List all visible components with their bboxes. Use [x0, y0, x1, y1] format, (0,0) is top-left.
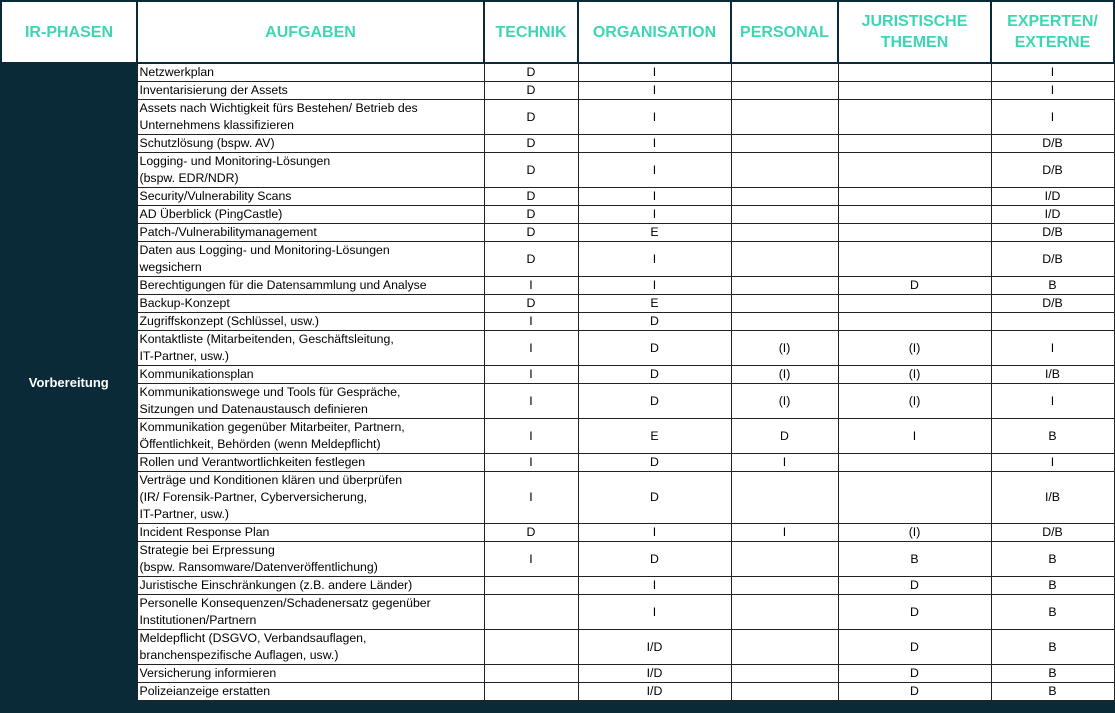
personal-cell: [731, 100, 838, 135]
task-cell: [137, 63, 484, 82]
task-text: (bspw. EDR/NDR): [139, 171, 239, 185]
personal-cell: [731, 472, 838, 524]
experten-cell: B: [991, 577, 1114, 595]
experten-cell: D/B: [991, 242, 1114, 277]
task-cell: [137, 153, 484, 188]
table-row: [1, 577, 1114, 595]
table-row: [1, 188, 1114, 206]
juristisch-cell: (I): [838, 366, 991, 384]
table-row: [1, 524, 1114, 542]
table-row: [1, 454, 1114, 472]
task-text: Netzwerkplan: [139, 65, 214, 79]
technik-cell: I: [484, 384, 578, 419]
organisation-cell: I: [578, 63, 731, 82]
task-text: Zugriffskonzept (Schlüssel, usw.): [139, 314, 320, 328]
experten-cell: I: [991, 82, 1114, 100]
personal-cell: [731, 542, 838, 577]
technik-cell: D: [484, 82, 578, 100]
matrix-body: [1, 63, 1114, 701]
technik-cell: I: [484, 277, 578, 295]
juristisch-cell: [838, 100, 991, 135]
personal-cell: [731, 277, 838, 295]
personal-cell: [731, 63, 838, 82]
task-cell: [137, 683, 484, 701]
juristisch-cell: [838, 188, 991, 206]
task-cell: [137, 331, 484, 366]
technik-cell: D: [484, 206, 578, 224]
juristisch-cell: [838, 135, 991, 153]
table-row: [1, 295, 1114, 313]
experten-cell: B: [991, 683, 1114, 701]
organisation-cell: E: [578, 295, 731, 313]
table-row: [1, 206, 1114, 224]
juristisch-cell: [838, 472, 991, 524]
task-text: Versicherung informieren: [139, 666, 277, 680]
juristisch-cell: D: [838, 277, 991, 295]
personal-cell: [731, 313, 838, 331]
experten-cell: B: [991, 542, 1114, 577]
header-row: [1, 1, 1114, 63]
personal-cell: [731, 630, 838, 665]
task-text: Öffentlichkeit, Behörden (wenn Meldepflicht): [139, 437, 381, 451]
task-text: Daten aus Logging- und Monitoring-Lösungen: [139, 243, 390, 257]
personal-cell: [731, 188, 838, 206]
organisation-cell: I: [578, 206, 731, 224]
juristisch-cell: D: [838, 683, 991, 701]
organisation-cell: I: [578, 277, 731, 295]
technik-cell: [484, 683, 578, 701]
task-text: Assets nach Wichtigkeit fürs Bestehen/ Betrieb des: [139, 101, 418, 115]
juristisch-cell: [838, 454, 991, 472]
task-text: IT-Partner, usw.): [139, 507, 230, 521]
personal-cell: [731, 153, 838, 188]
header-aufgaben: AUFGABEN: [137, 1, 484, 63]
task-text: IT-Partner, usw.): [139, 349, 230, 363]
task-text: Unternehmens klassifizieren: [139, 118, 294, 132]
header-ir-phasen: IR-PHASEN: [1, 1, 137, 63]
table-row: [1, 277, 1114, 295]
juristisch-cell: [838, 63, 991, 82]
table-row: [1, 595, 1114, 630]
experten-cell: I/D: [991, 188, 1114, 206]
personal-cell: [731, 683, 838, 701]
table-row: [1, 366, 1114, 384]
header-experten-externe: [991, 1, 1114, 63]
task-cell: [137, 188, 484, 206]
personal-cell: [731, 206, 838, 224]
experten-cell: B: [991, 665, 1114, 683]
organisation-cell: I: [578, 153, 731, 188]
juristisch-cell: D: [838, 577, 991, 595]
experten-cell: D/B: [991, 153, 1114, 188]
task-text: Berechtigungen für die Datensammlung und Analyse: [139, 278, 427, 292]
table-row: [1, 100, 1114, 135]
technik-cell: [484, 665, 578, 683]
table-row: [1, 63, 1114, 82]
technik-cell: D: [484, 63, 578, 82]
task-cell: [137, 454, 484, 472]
task-text: Strategie bei Erpressung: [139, 543, 275, 557]
organisation-cell: E: [578, 224, 731, 242]
table-row: [1, 630, 1114, 665]
table-row: [1, 665, 1114, 683]
task-text: Polizeianzeige erstatten: [139, 684, 271, 698]
task-text: Institutionen/Partnern: [139, 613, 257, 627]
task-cell: [137, 135, 484, 153]
organisation-cell: D: [578, 331, 731, 366]
table-row: [1, 153, 1114, 188]
table-row: [1, 419, 1114, 454]
task-cell: [137, 313, 484, 331]
organisation-cell: D: [578, 472, 731, 524]
juristisch-cell: [838, 82, 991, 100]
organisation-cell: E: [578, 419, 731, 454]
task-text: Security/Vulnerability Scans: [139, 189, 292, 203]
juristisch-cell: (I): [838, 331, 991, 366]
task-cell: [137, 295, 484, 313]
juristisch-cell: [838, 224, 991, 242]
organisation-cell: I/D: [578, 630, 731, 665]
task-text: (IR/ Forensik-Partner, Cyberversicherung,: [139, 490, 368, 504]
technik-cell: D: [484, 224, 578, 242]
experten-cell: B: [991, 630, 1114, 665]
experten-cell: D/B: [991, 135, 1114, 153]
organisation-cell: I/D: [578, 665, 731, 683]
juristisch-cell: [838, 153, 991, 188]
juristisch-cell: D: [838, 595, 991, 630]
task-cell: [137, 419, 484, 454]
technik-cell: D: [484, 524, 578, 542]
table-row: [1, 313, 1114, 331]
organisation-cell: I: [578, 595, 731, 630]
task-text: Kontaktliste (Mitarbeitenden, Geschäftsleitung,: [139, 332, 394, 346]
organisation-cell: I: [578, 188, 731, 206]
organisation-cell: D: [578, 366, 731, 384]
task-cell: [137, 384, 484, 419]
experten-cell: I: [991, 100, 1114, 135]
juristisch-cell: (I): [838, 384, 991, 419]
experten-cell: D/B: [991, 524, 1114, 542]
table-row: [1, 224, 1114, 242]
technik-cell: D: [484, 135, 578, 153]
task-cell: [137, 242, 484, 277]
technik-cell: I: [484, 366, 578, 384]
header-juristische-themen: [838, 1, 991, 63]
experten-cell: B: [991, 595, 1114, 630]
task-text: Meldepflicht (DSGVO, Verbandsauflagen,: [139, 631, 367, 645]
task-cell: [137, 472, 484, 524]
technik-cell: I: [484, 419, 578, 454]
task-cell: [137, 595, 484, 630]
experten-cell: I: [991, 63, 1114, 82]
table-row: [1, 242, 1114, 277]
organisation-cell: I/D: [578, 683, 731, 701]
technik-cell: D: [484, 188, 578, 206]
personal-cell: [731, 665, 838, 683]
juristisch-cell: [838, 313, 991, 331]
personal-cell: D: [731, 419, 838, 454]
task-cell: [137, 542, 484, 577]
task-text: Backup-Konzept: [139, 296, 230, 310]
technik-cell: [484, 595, 578, 630]
organisation-cell: D: [578, 542, 731, 577]
experten-cell: [991, 313, 1114, 331]
technik-cell: D: [484, 242, 578, 277]
organisation-cell: I: [578, 82, 731, 100]
juristisch-cell: (I): [838, 524, 991, 542]
header-personal: PERSONAL: [731, 1, 838, 63]
organisation-cell: I: [578, 524, 731, 542]
table-row: [1, 683, 1114, 701]
organisation-cell: D: [578, 454, 731, 472]
header-technik: TECHNIK: [484, 1, 578, 63]
organisation-cell: I: [578, 100, 731, 135]
juristisch-cell: I: [838, 419, 991, 454]
juristisch-cell: [838, 242, 991, 277]
personal-cell: [731, 295, 838, 313]
personal-cell: I: [731, 454, 838, 472]
task-text: Incident Response Plan: [139, 525, 270, 539]
header-juristische-line2: THEMEN: [880, 34, 949, 51]
organisation-cell: I: [578, 577, 731, 595]
personal-cell: [731, 595, 838, 630]
table-row: [1, 472, 1114, 524]
table-row: [1, 82, 1114, 100]
personal-cell: (I): [731, 331, 838, 366]
task-cell: [137, 82, 484, 100]
technik-cell: D: [484, 153, 578, 188]
experten-cell: I/B: [991, 472, 1114, 524]
task-text: Verträge und Konditionen klären und überprüfen: [139, 473, 403, 487]
task-text: Personelle Konsequenzen/Schadenersatz gegenüber: [139, 596, 431, 610]
juristisch-cell: [838, 206, 991, 224]
technik-cell: I: [484, 454, 578, 472]
technik-cell: I: [484, 313, 578, 331]
task-text: AD Überblick (PingCastle): [139, 207, 283, 221]
task-text: Kommunikation gegenüber Mitarbeiter, Partnern,: [139, 420, 405, 434]
task-text: Juristische Einschränkungen (z.B. andere Länder): [139, 578, 413, 592]
header-experten-line1: EXPERTEN/: [1007, 13, 1098, 30]
technik-cell: I: [484, 542, 578, 577]
header-organisation: ORGANISATION: [578, 1, 731, 63]
personal-cell: [731, 135, 838, 153]
task-text: Kommunikationswege und Tools für Gespräche,: [139, 385, 401, 399]
personal-cell: I: [731, 524, 838, 542]
table-row: [1, 135, 1114, 153]
task-cell: [137, 366, 484, 384]
task-text: Patch-/Vulnerabilitymanagement: [139, 225, 317, 239]
juristisch-cell: B: [838, 542, 991, 577]
task-text: Schutzlösung (bspw. AV): [139, 136, 275, 150]
technik-cell: [484, 630, 578, 665]
personal-cell: [731, 577, 838, 595]
task-text: (bspw. Ransomware/Datenveröffentlichung): [139, 560, 378, 574]
juristisch-cell: [838, 295, 991, 313]
table-row: [1, 542, 1114, 577]
task-cell: [137, 277, 484, 295]
task-cell: [137, 524, 484, 542]
experten-cell: I: [991, 331, 1114, 366]
technik-cell: D: [484, 100, 578, 135]
task-cell: [137, 577, 484, 595]
organisation-cell: I: [578, 242, 731, 277]
task-text: Sitzungen und Datenaustausch definieren: [139, 402, 368, 416]
experten-cell: D/B: [991, 224, 1114, 242]
table-row: [1, 331, 1114, 366]
table-row: [1, 384, 1114, 419]
personal-cell: [731, 82, 838, 100]
experten-cell: I: [991, 454, 1114, 472]
task-text: branchenspezifische Auflagen, usw.): [139, 648, 339, 662]
task-text: Inventarisierung der Assets: [139, 83, 288, 97]
header-juristische-line1: JURISTISCHE: [861, 13, 968, 30]
organisation-cell: I: [578, 135, 731, 153]
task-cell: [137, 100, 484, 135]
technik-cell: D: [484, 295, 578, 313]
experten-cell: I/B: [991, 366, 1114, 384]
task-text: Logging- und Monitoring-Lösungen: [139, 154, 331, 168]
experten-cell: I: [991, 384, 1114, 419]
task-text: wegsichern: [139, 260, 202, 274]
experten-cell: I/D: [991, 206, 1114, 224]
task-cell: [137, 224, 484, 242]
task-cell: [137, 206, 484, 224]
juristisch-cell: D: [838, 665, 991, 683]
task-cell: [137, 665, 484, 683]
task-text: Kommunikationsplan: [139, 367, 254, 381]
juristisch-cell: D: [838, 630, 991, 665]
personal-cell: [731, 224, 838, 242]
task-text: Rollen und Verantwortlichkeiten festlegen: [139, 455, 366, 469]
task-cell: [137, 630, 484, 665]
experten-cell: D/B: [991, 295, 1114, 313]
experten-cell: B: [991, 277, 1114, 295]
technik-cell: I: [484, 331, 578, 366]
personal-cell: (I): [731, 366, 838, 384]
experten-cell: B: [991, 419, 1114, 454]
technik-cell: I: [484, 472, 578, 524]
organisation-cell: D: [578, 384, 731, 419]
organisation-cell: D: [578, 313, 731, 331]
header-experten-line2: EXTERNE: [1014, 34, 1091, 51]
personal-cell: [731, 242, 838, 277]
phase-label: Vorbereitung: [1, 63, 137, 701]
technik-cell: [484, 577, 578, 595]
personal-cell: (I): [731, 384, 838, 419]
